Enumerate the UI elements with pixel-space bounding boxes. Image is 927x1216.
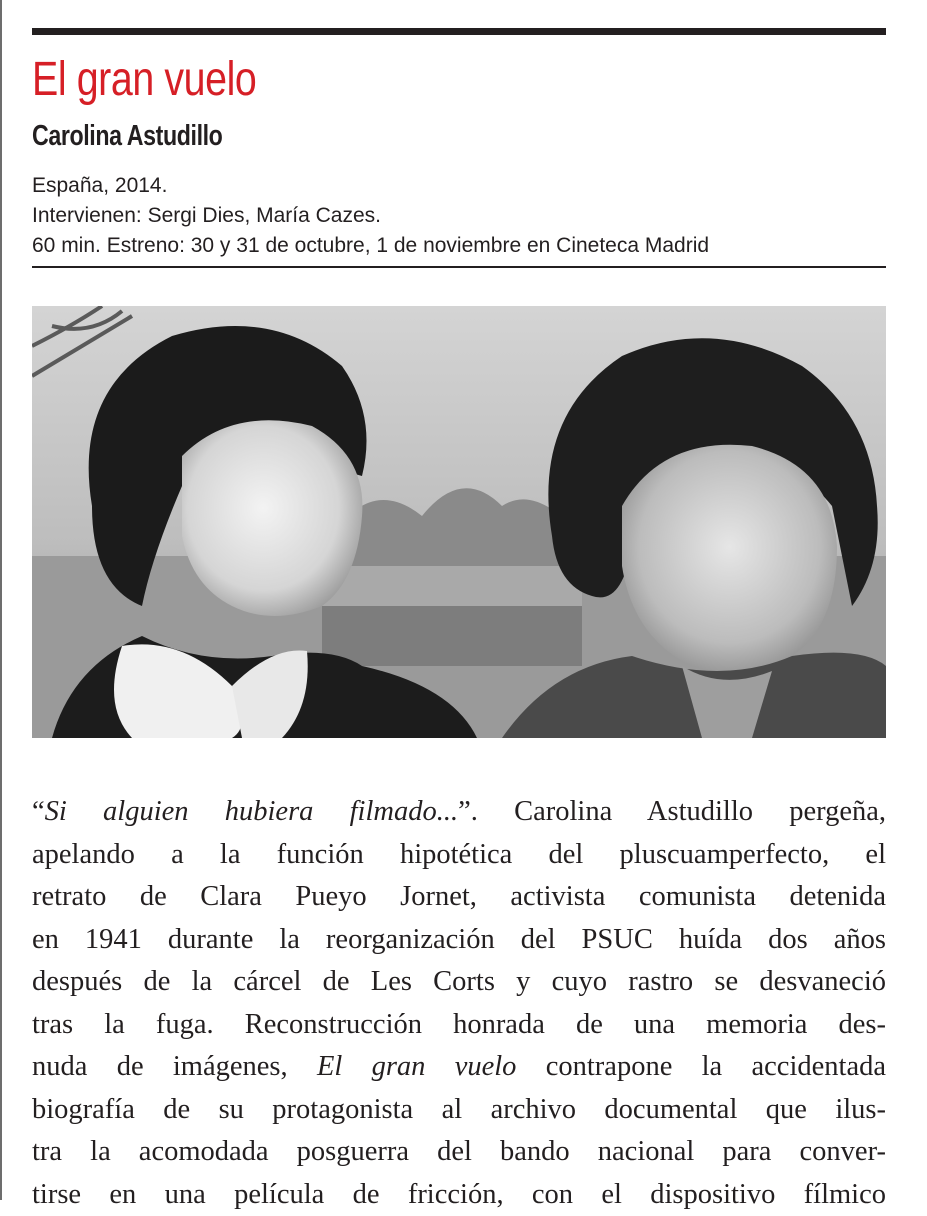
body-line-4: en 1941 durante la reorganización del PSUC huída dos años	[32, 919, 886, 962]
film-info-cast: Intervienen: Sergi Dies, María Cazes.	[32, 201, 892, 231]
body-line-6: tras la fuga. Reconstrucción honrada de una memoria des-	[32, 1004, 886, 1047]
body-line-10: tirse en una película de fricción, con el dispositivo fílmico	[32, 1174, 886, 1216]
body-line-9: tra la acomodada posguerra del bando nacional para conver-	[32, 1131, 886, 1174]
director-name: Carolina Astudillo	[32, 118, 222, 154]
body-line-5: después de la cárcel de Les Corts y cuyo rastro se desvaneció	[32, 961, 886, 1004]
body-line-3: retrato de Clara Pueyo Jornet, activista comunista detenida	[32, 876, 886, 919]
film-info	[32, 171, 892, 261]
body-line-1: “Si alguien hubiera filmado...”. Carolina Astudillo pergeña,	[32, 791, 886, 834]
page-edge-rule	[0, 0, 2, 1200]
film-still-image	[32, 306, 886, 738]
body-line-8: biografía de su protagonista al archivo documental que ilus-	[32, 1089, 886, 1132]
film-still-photo	[32, 306, 886, 738]
article-body	[32, 791, 886, 1216]
top-rule	[32, 28, 886, 35]
film-title-italic: El gran vuelo	[317, 1051, 516, 1082]
film-info-runtime-release: 60 min. Estreno: 30 y 31 de octubre, 1 de noviembre en Cineteca Madrid	[32, 231, 892, 261]
meta-rule	[32, 266, 886, 268]
quote-italic: Si alguien hubiera filmado...	[45, 796, 458, 827]
article-title: El gran vuelo	[32, 50, 256, 110]
film-info-country-year: España, 2014.	[32, 171, 892, 201]
body-line-7: nuda de imágenes, El gran vuelo contrapone la accidentada	[32, 1046, 886, 1089]
body-line-2: apelando a la función hipotética del pluscuamperfecto, el	[32, 834, 886, 877]
